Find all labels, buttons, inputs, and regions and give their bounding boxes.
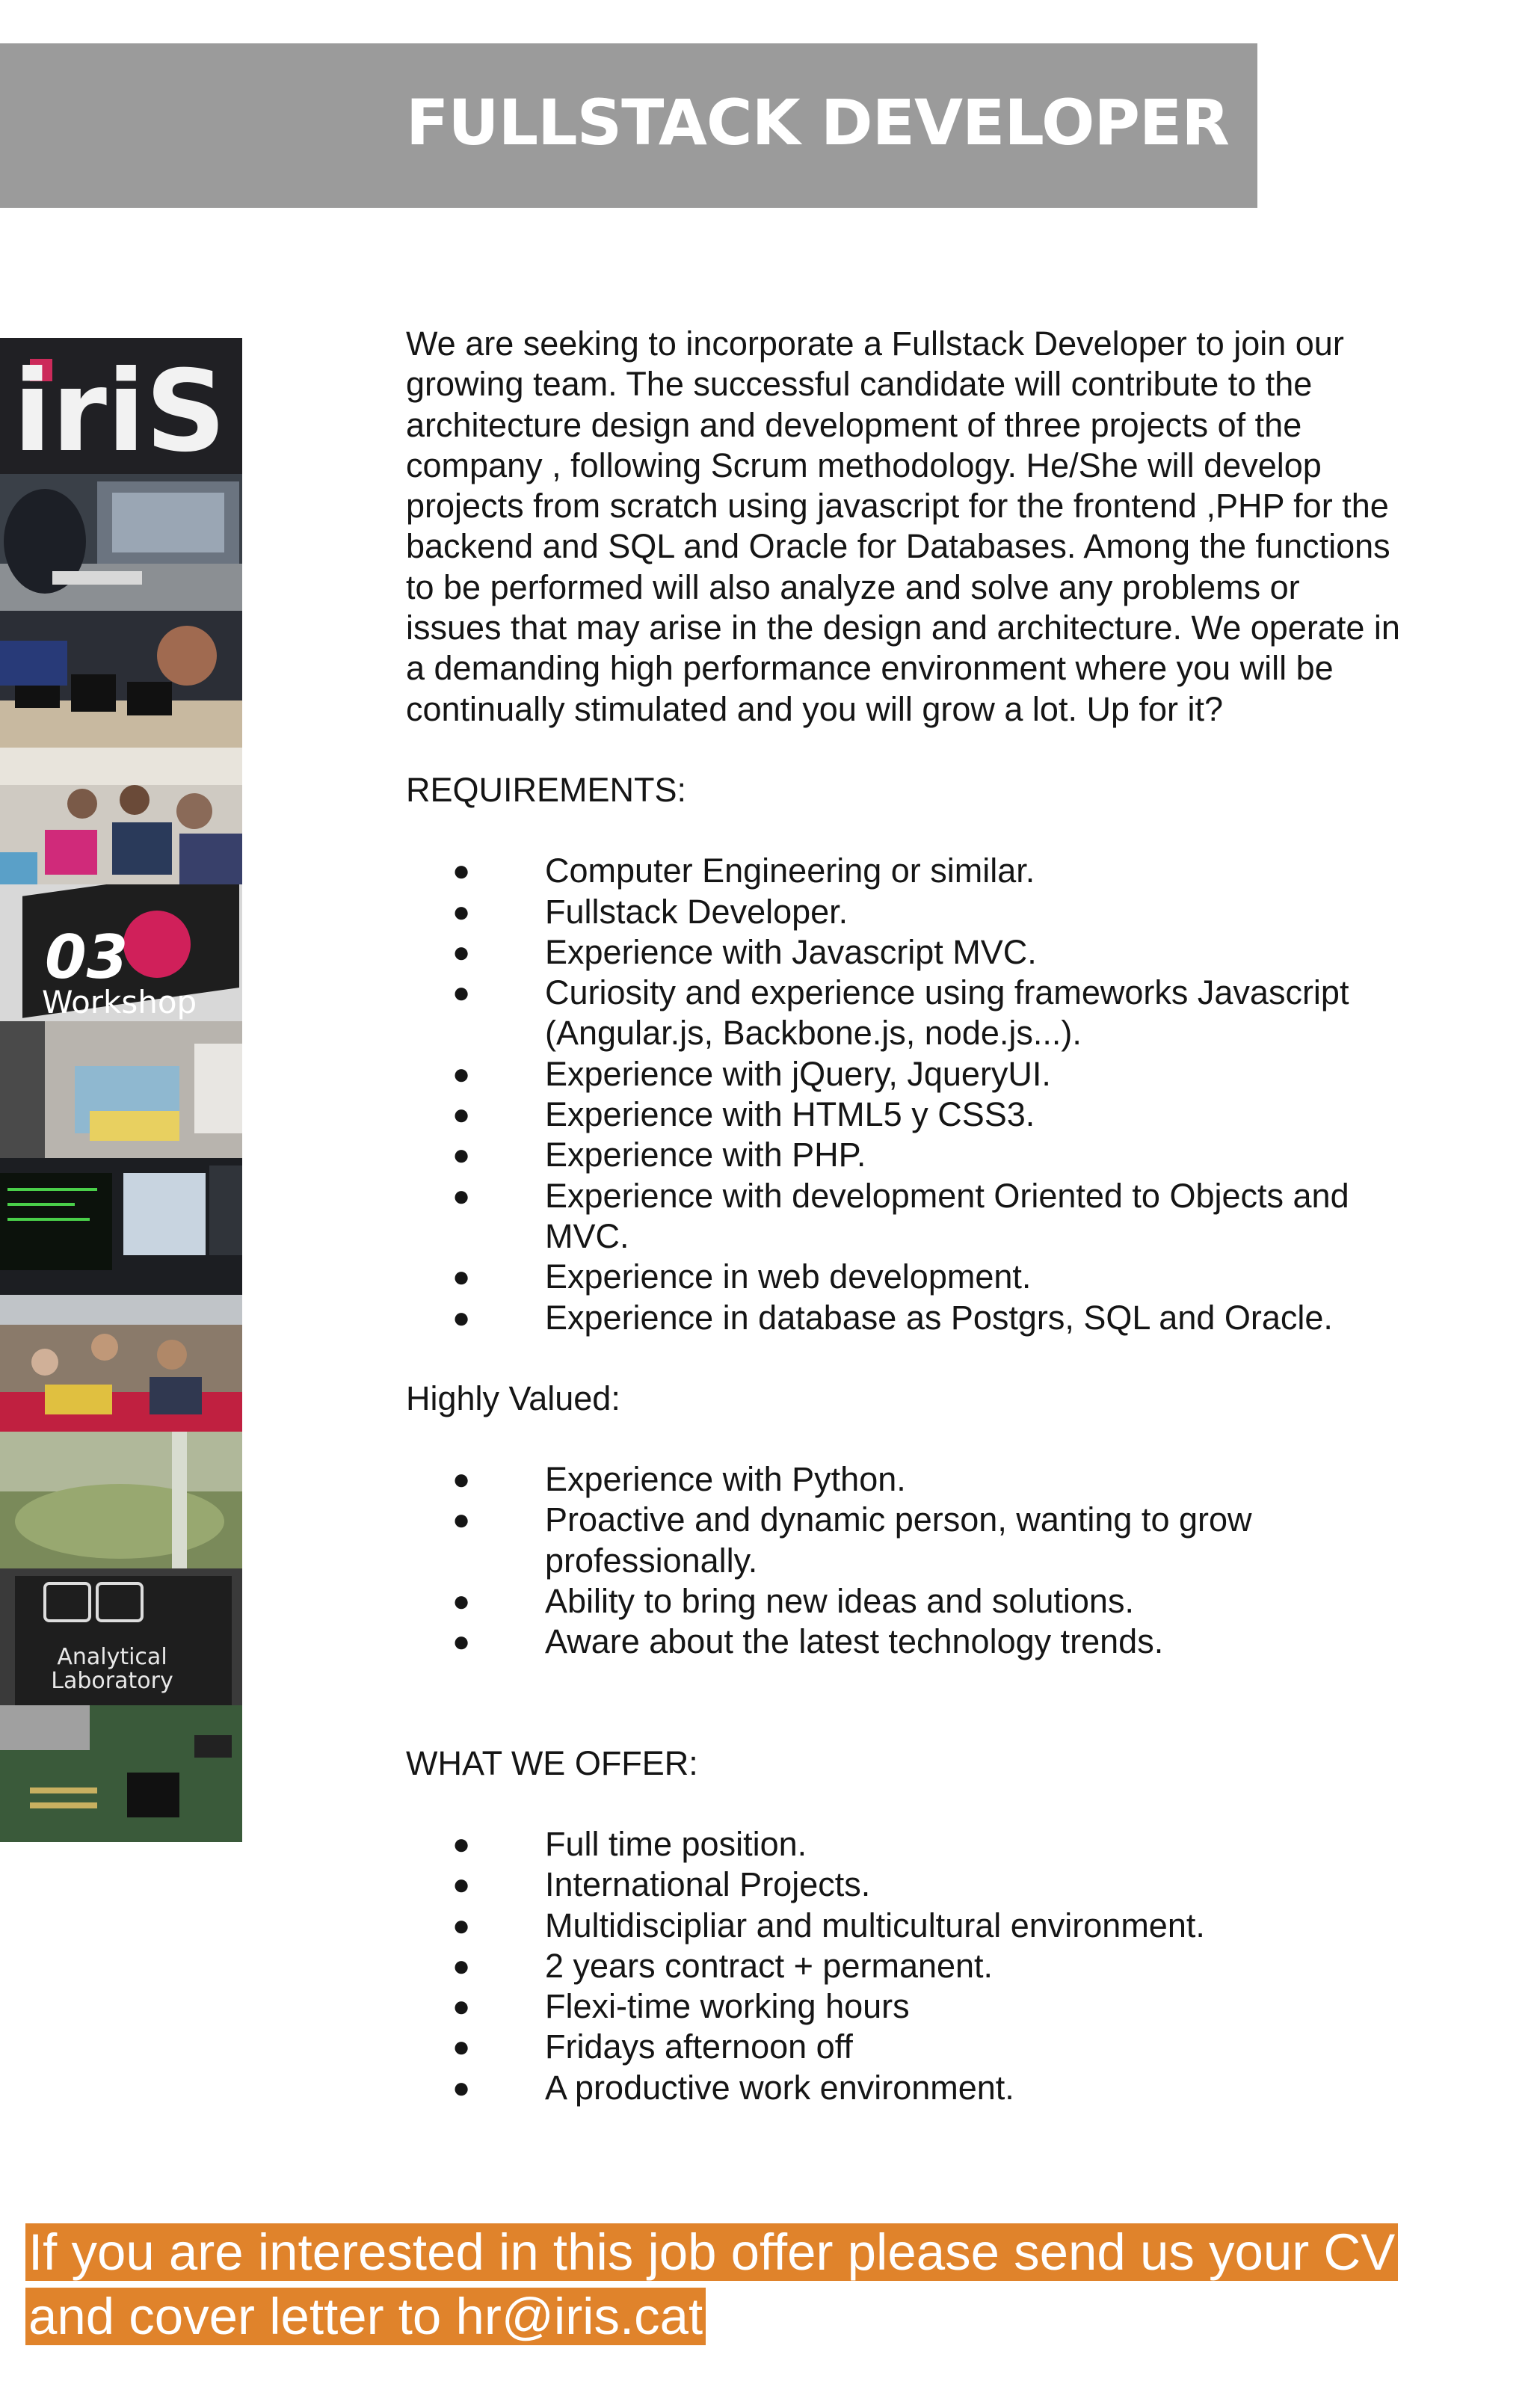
list-item: ● A productive work environment. xyxy=(406,2068,1400,2108)
list-item: ● Full time position. xyxy=(406,1824,1400,1864)
list-item: ● Curiosity and experience using frameworks Javascript (Angular.js, Backbone.js, node.js...). xyxy=(452,973,1349,1053)
list-item: ● Ability to bring new ideas and solutions. xyxy=(406,1581,1400,1622)
photo-lounge-group xyxy=(0,1295,242,1432)
photo-soldering-tools xyxy=(0,611,242,748)
bullet-icon: ● xyxy=(452,976,471,1010)
job-description xyxy=(406,324,1400,2108)
requirements-list xyxy=(406,851,1400,1338)
photo-monitors-code xyxy=(0,1158,242,1295)
photo-circuit-board xyxy=(0,1705,242,1842)
photo-lab-glassware xyxy=(0,1432,242,1568)
list-item: ● Experience with jQuery, JqueryUI. xyxy=(406,1054,1400,1094)
photo-office-interior xyxy=(0,1021,242,1158)
bullet-icon: ● xyxy=(452,1868,471,1902)
list-item: ● Fullstack Developer. xyxy=(406,892,1400,932)
workshop-number: 03 xyxy=(45,923,129,992)
bullet-icon: ● xyxy=(452,1827,471,1861)
bullet-icon: ● xyxy=(452,854,471,888)
bullet-icon: ● xyxy=(452,1990,471,2024)
photo-collage xyxy=(0,338,242,1934)
bullet-icon: ● xyxy=(452,1503,471,1537)
bullet-icon: ● xyxy=(452,1260,471,1294)
bullet-icon: ● xyxy=(452,1909,471,1942)
highly-valued-list xyxy=(406,1459,1400,1662)
lab-label-line1: Analytical xyxy=(57,1644,167,1670)
photo-office-desk xyxy=(0,474,242,611)
highly-valued-heading: Highly Valued: xyxy=(406,1379,620,1417)
bullet-icon: ● xyxy=(452,2030,471,2064)
list-item: ● Computer Engineering or similar. xyxy=(406,851,1400,891)
bullet-icon: ● xyxy=(452,1139,471,1172)
photo-iris-logo xyxy=(0,338,242,474)
bullet-icon: ● xyxy=(452,1625,471,1659)
list-item: ● Experience with development Oriented to Objects and MVC. xyxy=(452,1176,1349,1255)
iris-logo-text: iriS xyxy=(13,347,227,474)
bullet-icon: ● xyxy=(452,1057,471,1091)
list-item: ● Multidiscipliar and multicultural environment. xyxy=(406,1906,1400,1946)
photo-team-meeting xyxy=(0,748,242,884)
intro-paragraph: We are seeking to incorporate a Fullstack Developer to join our growing team. The successful candidate will contribute to the architecture design and development of three projects of the company , following Scrum methodology. He/She will develop projects from scratch using javascript for the frontend ,PHP for the backend and SQL and Oracle for Databases. Among the functions to be performed will also analyze and solve any problems or issues that may arise in the design and architecture. We operate in a demanding high performance environment where you will be continually stimulated and you will grow a lot. Up for it? xyxy=(406,324,1400,728)
list-item: ● Aware about the latest technology trends. xyxy=(406,1622,1400,1662)
offer-list xyxy=(406,1824,1400,2108)
photo-workshop-sign xyxy=(0,884,242,1021)
cta-text: If you are interested in this job offer please send us your CV and cover letter to hr@iris.cat xyxy=(25,2223,1398,2345)
list-item: ● Experience with HTML5 y CSS3. xyxy=(406,1094,1400,1135)
list-item: ● Experience in web development. xyxy=(406,1257,1400,1297)
list-item: ● Experience in database as Postgrs, SQL and Oracle. xyxy=(406,1298,1400,1338)
list-item: ● Experience with Python. xyxy=(406,1459,1400,1500)
list-item: ● Proactive and dynamic person, wanting to grow professionally. xyxy=(452,1500,1252,1580)
page-title: FULLSTACK DEVELOPER xyxy=(406,86,1229,159)
requirements-heading: REQUIREMENTS: xyxy=(406,770,687,809)
workshop-label: Workshop xyxy=(42,984,197,1020)
bullet-icon: ● xyxy=(452,1463,471,1497)
bullet-icon: ● xyxy=(452,1301,471,1334)
photo-analytical-lab-sign xyxy=(0,1568,242,1705)
bullet-icon: ● xyxy=(452,2071,471,2104)
bullet-icon: ● xyxy=(452,1949,471,1983)
bullet-icon: ● xyxy=(452,935,471,969)
list-item: ● 2 years contract + permanent. xyxy=(406,1946,1400,1986)
bullet-icon: ● xyxy=(452,1585,471,1619)
list-item: ● Experience with Javascript MVC. xyxy=(406,932,1400,973)
offer-heading: WHAT WE OFFER: xyxy=(406,1743,698,1782)
list-item: ● Experience with PHP. xyxy=(406,1135,1400,1175)
lab-label-line2: Laboratory xyxy=(51,1668,173,1694)
bullet-icon: ● xyxy=(452,1098,471,1132)
bullet-icon: ● xyxy=(452,1179,471,1213)
list-item: ● International Projects. xyxy=(406,1864,1400,1905)
list-item: ● Fridays afternoon off xyxy=(406,2027,1400,2067)
bullet-icon: ● xyxy=(452,895,471,929)
list-item: ● Flexi-time working hours xyxy=(406,1986,1400,2027)
call-to-action xyxy=(25,2220,1431,2349)
